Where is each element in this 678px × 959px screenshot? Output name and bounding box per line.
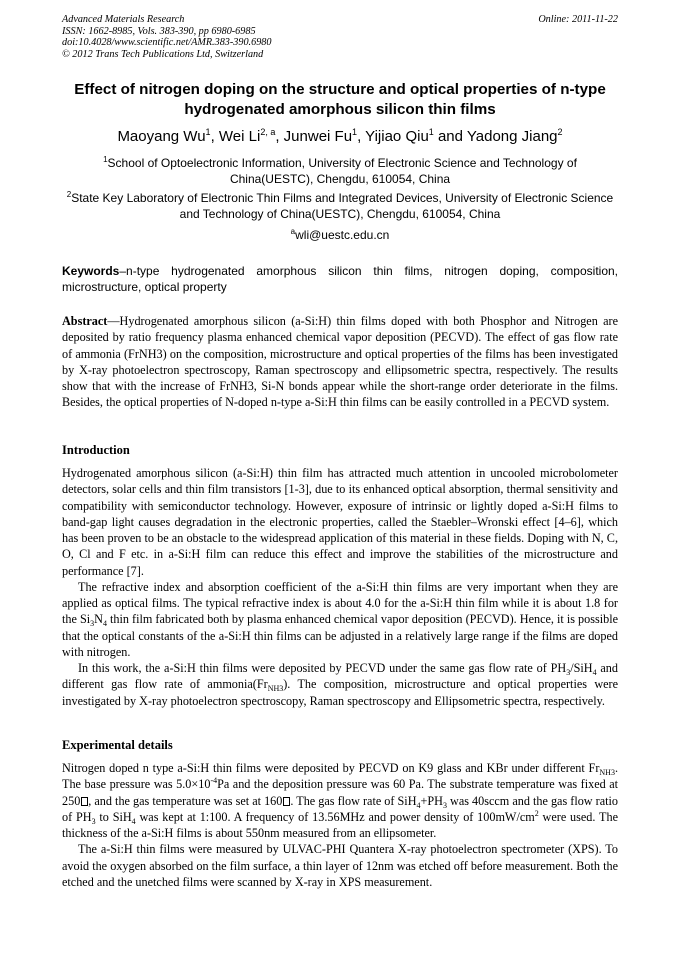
- affiliation-text: State Key Laboratory of Electronic Thin Films and Integrated Devices, University of Electronic Science and Technology of China(UESTC), Chengdu, 610054, China: [71, 191, 614, 221]
- affiliation-mark: 1: [103, 155, 108, 164]
- subscript: 3: [90, 619, 95, 629]
- email-address: wli@uestc.edu.cn: [295, 228, 390, 242]
- doi-line: doi:10.4028/www.scientific.net/AMR.383-390.6980: [62, 37, 272, 49]
- text-run: The refractive index and absorption coefficient of the a-Si:H thin films are very important when they are applied as optical films. The typical refractive index is about 4.0 for the a-Si:H thin film while it is about 1.8 for the Si: [62, 579, 618, 627]
- affiliation-text: School of Optoelectronic Information, University of Electronic Science and Technology of China(UESTC), Chengdu, 610054, China: [107, 156, 577, 186]
- text-run: to SiH: [95, 809, 132, 824]
- abstract: [62, 313, 618, 411]
- author-affil-mark: 2: [557, 127, 563, 137]
- text-run: ). The composition, microstructure and optical properties were investigated by X-ray photoelectron spectroscopy, Raman spectroscopy and Ellipsometric spectra, respectively.: [62, 677, 618, 708]
- text-run: +PH: [420, 793, 443, 808]
- author-list: [62, 127, 618, 147]
- author-affil-mark: 1: [205, 127, 211, 137]
- paper-title: Effect of nitrogen doping on the structure and optical properties of n-type hydrogenated amorphous silicon thin films: [74, 81, 606, 118]
- keywords-text: –n-type hydrogenated amorphous silicon thin films, nitrogen doping, composition, microstructure, optical property: [62, 264, 618, 294]
- journal-name: Advanced Materials Research: [62, 14, 185, 25]
- affiliation-mark: 2: [66, 190, 72, 199]
- author-separator: ,: [357, 128, 366, 145]
- text-run: were used. The thickness of the a-Si:H films is about 550nm measured from an ellipsometer.: [62, 809, 618, 840]
- author-name: Maoyang Wu: [117, 128, 206, 145]
- abstract-label: Abstract: [62, 314, 108, 328]
- subscript: NH3: [267, 684, 284, 694]
- text-run: Nitrogen doped n type a-Si:H thin films were deposited by PECVD on K9 glass and KBr under different Fr: [62, 761, 600, 775]
- subscript: 4: [131, 816, 136, 826]
- experimental-body: [62, 760, 618, 890]
- online-date: Online: 2011-11-22: [538, 14, 618, 25]
- author-separator: ,: [210, 128, 219, 145]
- author-affil-mark: 2, a: [260, 127, 276, 137]
- text-run: was 40sccm and the gas flow ratio of PH: [62, 793, 618, 824]
- superscript: -4: [210, 776, 218, 786]
- subscript: 3: [566, 668, 571, 677]
- author-name: Yijiao Qiu: [365, 128, 429, 145]
- author-separator: ,: [275, 128, 284, 145]
- affiliation-1: [62, 156, 618, 187]
- author-and: and: [433, 128, 467, 145]
- paragraph: The a-Si:H thin films were measured by ULVAC-PHI Quantera X-ray photoelectron spectrometer (XPS). To avoid the oxygen absorbed on the film surface, a thin layer of 12nm was etched off before measurement. Both the etched and the unetched films were scanned by X-ray in XPS measurement.: [62, 842, 618, 889]
- author-name: Junwei Fu: [283, 128, 353, 145]
- text-run: Pa and the deposition pressure was 60 Pa. The substrate temperature was fixed at 250: [62, 777, 618, 808]
- text-run: N: [94, 612, 103, 627]
- section-heading-experimental: Experimental details: [62, 738, 173, 752]
- author-name: Wei Li: [218, 128, 261, 145]
- issn-line: ISSN: 1662-8985, Vols. 383-390, pp 6980-6985: [62, 25, 256, 37]
- subscript: 4: [416, 800, 421, 810]
- email-mark: a: [290, 227, 296, 236]
- paragraph: [62, 579, 618, 660]
- journal-header: [62, 14, 618, 60]
- subscript: 3: [91, 816, 96, 826]
- introduction-body: [62, 465, 618, 709]
- text-run: and different gas flow rate of ammonia(Fr: [62, 661, 618, 692]
- text-run: . The base pressure was 5.0×10: [62, 761, 618, 792]
- author-name: Yadong Jiang: [466, 128, 558, 145]
- text-run: , and the gas temperature was set at 160: [88, 793, 283, 808]
- abstract-text: —Hydrogenated amorphous silicon (a-Si:H) thin films doped with both Phosphor and Nitrogen are deposited by ratio frequency plasma enhanced chemical vapor deposition (PECVD). The effect of gas flow rate of ammonia (FrNH3) on the composition, microstructure and optical properties of the films has been investigated by X-ray photoelectron spectroscopy, Raman spectroscopy and ellipsometric spectra, respectively. The results show that with the increase of FrNH3, Si-N bonds appear while the short-range order deteriorate in the films. Besides, the optical properties of N-doped n-type a-Si:H thin films can be easily controlled in a PECVD system.: [62, 314, 618, 410]
- text-run: /SiH: [570, 661, 593, 675]
- subscript: NH3: [599, 768, 615, 777]
- affiliation-2: [62, 191, 618, 222]
- paragraph: [62, 660, 618, 709]
- author-affil-mark: 1: [352, 127, 358, 137]
- section-heading-introduction: Introduction: [62, 443, 130, 457]
- subscript: 3: [442, 800, 447, 810]
- text-run: was kept at 1:100. A frequency of 13.56MHz and power density of 100mW/cm: [135, 809, 535, 824]
- text-run: . The gas flow rate of SiH: [290, 793, 417, 808]
- subscript: 4: [102, 619, 107, 629]
- subscript: 4: [592, 668, 597, 677]
- text-run: thin film fabricated both by plasma enhanced chemical vapor deposition (PECVD). Hence, it is possible that the optical constants of the a-Si:H thin films can be adjusted in a relatively large range if the films are doped with nitrogen.: [62, 612, 618, 659]
- superscript: 2: [534, 808, 539, 818]
- author-affil-mark: 1: [428, 127, 434, 137]
- keywords: [62, 264, 618, 295]
- keywords-label: Keywords: [62, 264, 120, 278]
- copyright-line: © 2012 Trans Tech Publications Ltd, Switzerland: [62, 48, 264, 60]
- text-run: In this work, the a-Si:H thin films were deposited by PECVD under the same gas flow rate of PH: [78, 661, 567, 675]
- corresponding-email: [62, 228, 618, 244]
- paragraph: Hydrogenated amorphous silicon (a-Si:H) thin film has attracted much attention in uncooled microbolometer detectors, solar cells and thin film transistors [1-3], due to its enhanced optical absorption, thermal sensitivity and compatibility with semiconductor technology. However, exposure of intrinsic or lightly doped a-Si:H films to band-gap light causes degradation in the electronic properties, called the Staebler–Wronski effect [4–6], which has been proven to be an obstacle to the widespread application of this material in these fields. Doping with N, C, O, Cl and F etc. in a-Si:H film can reduce this effect and improve the stabilities of the microstructure and performance [7].: [62, 466, 618, 578]
- paragraph: [62, 760, 618, 841]
